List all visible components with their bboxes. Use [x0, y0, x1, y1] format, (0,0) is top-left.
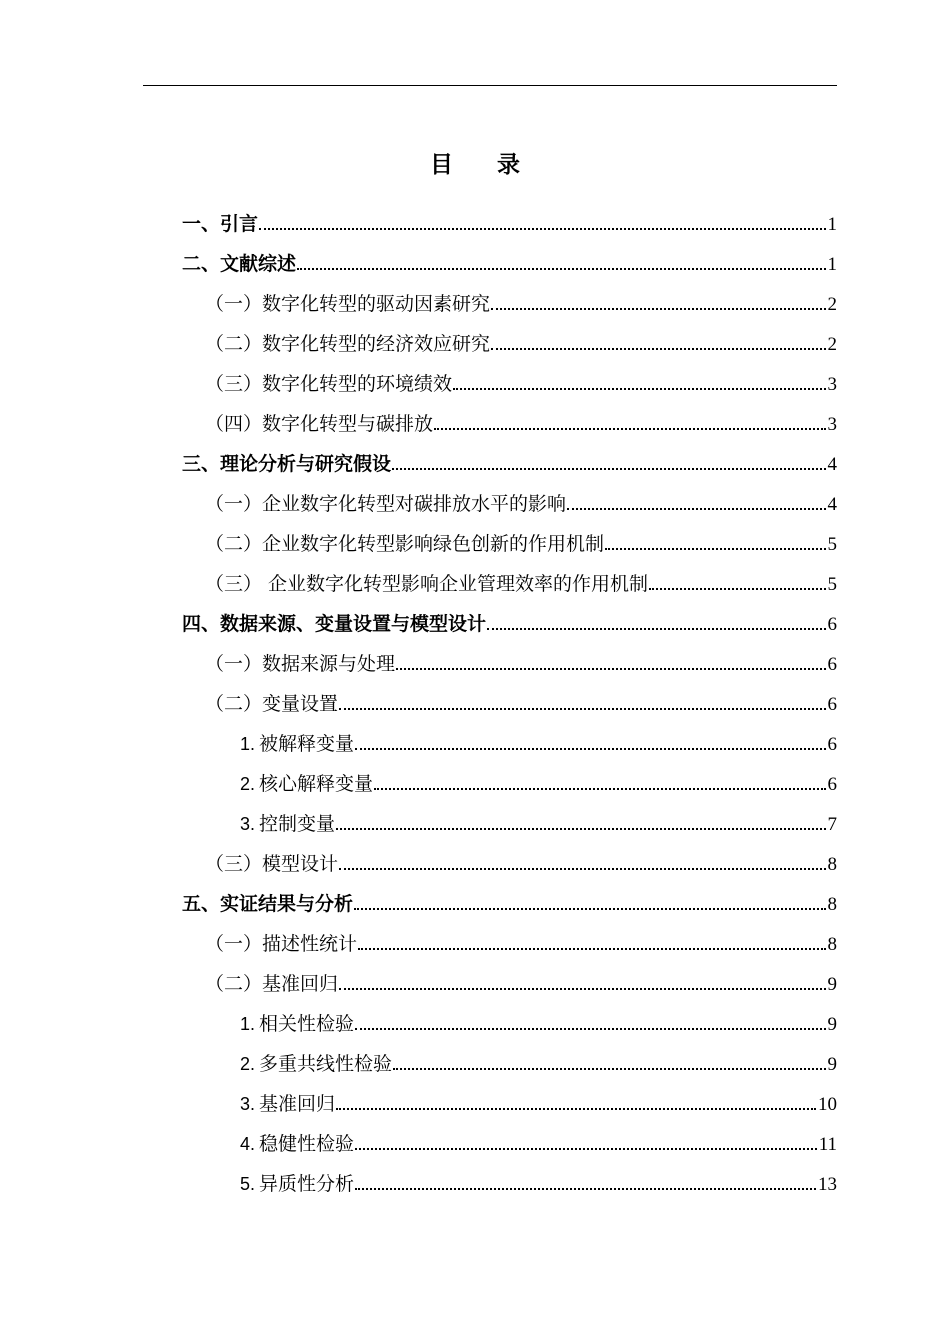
- toc-entry[interactable]: [0, 602, 950, 642]
- toc-entry-page: 6: [827, 774, 837, 795]
- toc-entry-page: 8: [827, 934, 837, 955]
- toc-dot-leader: [355, 1028, 825, 1030]
- toc-entry-page: 6: [827, 654, 837, 675]
- toc-dot-leader: [434, 428, 825, 430]
- toc-entry-page: 8: [827, 854, 837, 875]
- toc-entry-label: （一）数字化转型的驱动因素研究: [205, 293, 491, 315]
- toc-entry[interactable]: [0, 562, 950, 602]
- toc-entry-label: 二、文献综述: [182, 253, 297, 275]
- toc-entry-label: 基准回归: [259, 1093, 336, 1115]
- toc-entry[interactable]: [0, 322, 950, 362]
- toc-entry[interactable]: [0, 1162, 950, 1202]
- toc-entry-page: 13: [818, 1174, 837, 1195]
- toc-entry-page: 1: [827, 254, 837, 275]
- toc-entry-label: 相关性检验: [259, 1013, 355, 1035]
- toc-entry-label: 一、引言: [182, 213, 259, 235]
- toc-entry-page: 5: [827, 574, 837, 595]
- toc-dot-leader: [336, 1108, 816, 1110]
- header-rule: [143, 85, 837, 86]
- toc-entry-page: 3: [827, 414, 837, 435]
- toc-entry[interactable]: [0, 202, 950, 242]
- toc-entry-page: 6: [827, 614, 837, 635]
- toc-dot-leader: [605, 548, 825, 550]
- toc-entry-label: （一）数据来源与处理: [205, 653, 396, 675]
- toc-dot-leader: [487, 628, 825, 630]
- toc-dot-leader: [354, 908, 825, 910]
- toc-entry[interactable]: [0, 362, 950, 402]
- toc-dot-leader: [355, 748, 825, 750]
- toc-entry-page: 6: [827, 734, 837, 755]
- toc-entry-label: （二）企业数字化转型影响绿色创新的作用机制: [205, 533, 605, 555]
- toc-dot-leader: [396, 668, 825, 670]
- toc-entry-label: 控制变量: [259, 813, 336, 835]
- toc-dot-leader: [339, 868, 825, 870]
- toc-entry-label: 核心解释变量: [259, 773, 374, 795]
- toc-dot-leader: [358, 948, 825, 950]
- toc-entry[interactable]: [0, 882, 950, 922]
- toc-entry-label: 被解释变量: [259, 733, 355, 755]
- toc-dot-leader: [491, 348, 825, 350]
- toc-entry-label: 三、理论分析与研究假设: [182, 453, 392, 475]
- toc-entry-number: 2.: [240, 774, 256, 794]
- toc-dot-leader: [355, 1188, 816, 1190]
- toc-entry[interactable]: [0, 802, 950, 842]
- toc-entry-number: 1.: [240, 734, 256, 754]
- toc-entry[interactable]: [0, 442, 950, 482]
- toc-entry-label: （三）数字化转型的环境绩效: [205, 373, 453, 395]
- toc-entry[interactable]: [0, 522, 950, 562]
- toc-entry-number: 2.: [240, 1054, 256, 1074]
- toc-entry[interactable]: [0, 1082, 950, 1122]
- page-title: 目录: [430, 152, 564, 178]
- table-of-contents: [0, 202, 950, 1202]
- toc-entry-label: （三） 企业数字化转型影响企业管理效率的作用机制: [205, 573, 649, 595]
- toc-dot-leader: [567, 508, 825, 510]
- toc-entry-page: 10: [818, 1094, 837, 1115]
- toc-entry[interactable]: [0, 482, 950, 522]
- toc-dot-leader: [374, 788, 825, 790]
- toc-entry-label: （二）基准回归: [205, 973, 339, 995]
- toc-entry-page: 9: [827, 974, 837, 995]
- toc-dot-leader: [453, 388, 825, 390]
- toc-dot-leader: [336, 828, 825, 830]
- toc-entry-number: 1.: [240, 1014, 256, 1034]
- toc-entry[interactable]: [0, 642, 950, 682]
- toc-entry[interactable]: [0, 922, 950, 962]
- toc-entry[interactable]: [0, 1122, 950, 1162]
- toc-entry[interactable]: [0, 762, 950, 802]
- toc-entry-page: 1: [827, 214, 837, 235]
- toc-dot-leader: [355, 1148, 817, 1150]
- toc-entry-label: 稳健性检验: [259, 1133, 355, 1155]
- toc-entry-label: （一）企业数字化转型对碳排放水平的影响: [205, 493, 567, 515]
- toc-dot-leader: [339, 988, 825, 990]
- toc-entry-page: 4: [827, 454, 837, 475]
- toc-entry-label: （一）描述性统计: [205, 933, 358, 955]
- toc-entry-label: （二）变量设置: [205, 693, 339, 715]
- toc-entry-page: 8: [827, 894, 837, 915]
- toc-entry-number: 3.: [240, 814, 256, 834]
- toc-entry-page: 11: [818, 1134, 837, 1155]
- toc-dot-leader: [297, 268, 825, 270]
- toc-entry-page: 3: [827, 374, 837, 395]
- toc-entry-page: 9: [827, 1014, 837, 1035]
- toc-entry-page: 4: [827, 494, 837, 515]
- toc-entry-page: 2: [827, 334, 837, 355]
- toc-entry[interactable]: [0, 1042, 950, 1082]
- toc-entry-label: 五、实证结果与分析: [182, 893, 354, 915]
- toc-entry[interactable]: [0, 242, 950, 282]
- toc-entry[interactable]: [0, 842, 950, 882]
- toc-entry-label: 四、数据来源、变量设置与模型设计: [182, 613, 487, 635]
- toc-entry[interactable]: [0, 1002, 950, 1042]
- toc-entry-page: 2: [827, 294, 837, 315]
- toc-entry[interactable]: [0, 962, 950, 1002]
- toc-dot-leader: [393, 1068, 825, 1070]
- toc-entry-label: （四）数字化转型与碳排放: [205, 413, 434, 435]
- toc-entry-page: 6: [827, 694, 837, 715]
- toc-entry-number: 5.: [240, 1174, 256, 1194]
- toc-entry-label: （二）数字化转型的经济效应研究: [205, 333, 491, 355]
- toc-dot-leader: [649, 588, 825, 590]
- toc-entry[interactable]: [0, 682, 950, 722]
- toc-entry-label: 多重共线性检验: [259, 1053, 393, 1075]
- toc-dot-leader: [392, 468, 825, 470]
- toc-entry-page: 7: [827, 814, 837, 835]
- toc-entry[interactable]: [0, 722, 950, 762]
- toc-dot-leader: [339, 708, 825, 710]
- toc-entry-page: 5: [827, 534, 837, 555]
- toc-entry-label: 异质性分析: [259, 1173, 355, 1195]
- toc-entry-number: 3.: [240, 1094, 256, 1114]
- toc-dot-leader: [259, 228, 825, 230]
- toc-entry[interactable]: [0, 402, 950, 442]
- toc-dot-leader: [491, 308, 825, 310]
- toc-entry-number: 4.: [240, 1134, 256, 1154]
- toc-entry[interactable]: [0, 282, 950, 322]
- toc-entry-label: （三）模型设计: [205, 853, 339, 875]
- toc-entry-page: 9: [827, 1054, 837, 1075]
